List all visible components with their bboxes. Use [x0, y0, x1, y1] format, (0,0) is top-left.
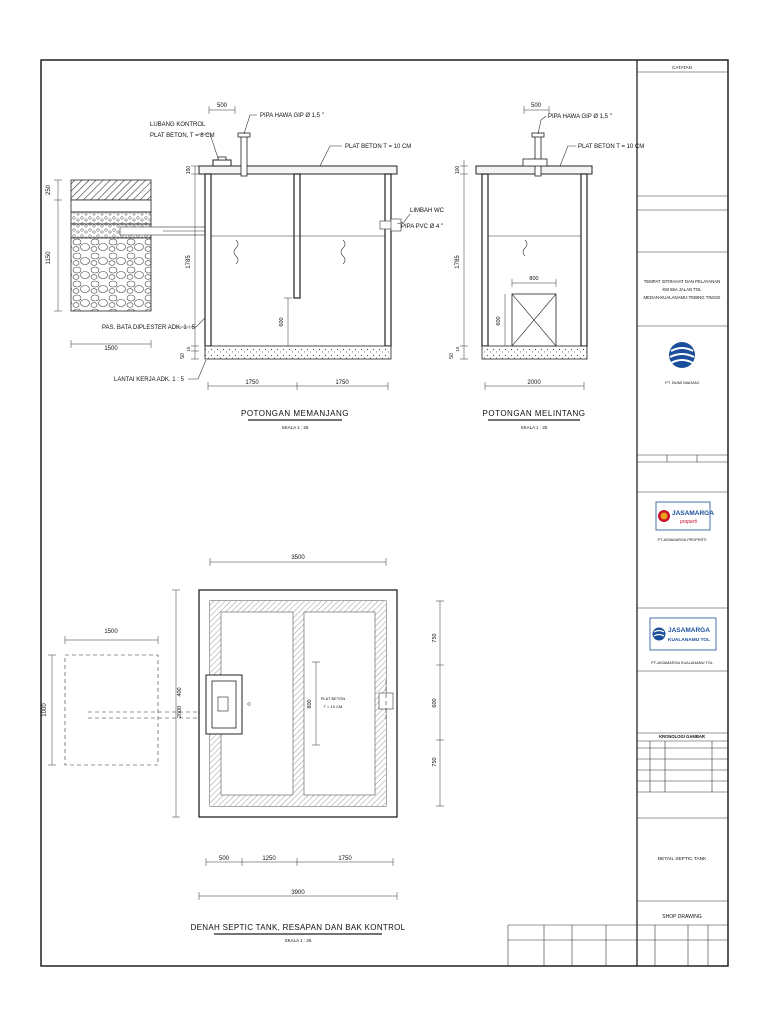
plan-dim-2000: 2000 — [177, 705, 183, 719]
pipa-hawa — [241, 136, 247, 176]
cross-left-wall — [482, 174, 488, 346]
label-plat-beton-kontrol: PLAT BETON, T = 8 CM — [150, 133, 215, 139]
jasamarga-kualanamu-logo — [650, 618, 716, 650]
label-pipa-pvc: PIPA PVC Ø 4 " — [401, 224, 444, 230]
project-line-2: KM 65A JALAN TOL — [662, 287, 702, 292]
label-lubang-kontrol: LUBANG KONTROL — [150, 122, 206, 128]
title-potongan-melintang: POTONGAN MELINTANG — [482, 409, 586, 418]
label-pas-bata: PAS. BATA DIPLESTER ADK. 1 : 5 — [102, 325, 196, 331]
plan-dim-b1250: 1250 — [262, 856, 276, 862]
cross-floor — [482, 346, 587, 359]
title-block — [637, 65, 728, 920]
plan-dim-1000: 1000 — [42, 703, 48, 717]
judul-gambar: DETAIL SEPTIC TANK — [657, 857, 707, 862]
plan-label-t10: T = 10 CM — [323, 704, 343, 709]
scale-potongan-melintang: SKALA 1 : 25 — [520, 425, 548, 430]
plan-dim-600: 600 — [432, 698, 438, 708]
plan-dim-3900: 3900 — [291, 890, 305, 896]
cross-dim-50: 50 — [449, 353, 455, 359]
cross-dim-800: 800 — [529, 276, 539, 282]
plan-dim-3500: 3500 — [291, 555, 305, 561]
plan-dim-400: 400 — [177, 687, 183, 697]
plan-dim-1500: 1500 — [104, 629, 118, 635]
dim-150: 150 — [186, 165, 192, 175]
dim-1150: 1150 — [46, 251, 52, 265]
jasamarga-properti-logo — [656, 502, 714, 530]
bumi-madani-name: PT. BUMI MADANI — [665, 380, 699, 385]
resapan-plan — [65, 655, 158, 765]
floor-slab — [205, 346, 391, 359]
cross-top-slab — [476, 166, 592, 174]
label-limbah-wc: LIMBAH WC — [410, 208, 445, 214]
section-cross — [449, 103, 644, 430]
cross-label-plat-beton: PLAT BETON T = 10 CM — [578, 144, 645, 150]
dim-1785: 1785 — [186, 255, 192, 269]
label-lantai-kerja: LANTAI KERJA ADK. 1 : 5 — [114, 377, 184, 383]
catatan-title: CATATAN — [672, 65, 692, 70]
label-pipa-hawa: PIPA HAWA GIP Ø 1,5 " — [260, 113, 324, 119]
cross-dim-bottom: 2000 — [527, 380, 541, 386]
svg-text:properti: properti — [680, 519, 697, 525]
cross-pipa-hawa — [535, 136, 541, 176]
plan-view — [42, 555, 444, 943]
plan-dim-b1750: 1750 — [338, 856, 352, 862]
bottom-table — [508, 925, 728, 966]
dim-bottom-left: 1750 — [245, 380, 259, 386]
bumi-madani-logo — [669, 342, 695, 368]
dim-bottom-right: 1750 — [335, 380, 349, 386]
cross-dim-15: 15 — [455, 346, 460, 352]
cross-dim-top-500: 500 — [530, 103, 542, 109]
title-potongan-memanjang: POTONGAN MEMANJANG — [241, 409, 349, 418]
kronologi-title: KRONOLOGI GAMBAR — [659, 734, 705, 739]
project-line-3: MEDAN-KUALANAMU-TEBING TINGGI — [643, 295, 721, 300]
svg-text:KUALANAMU TOL: KUALANAMU TOL — [668, 638, 711, 643]
cross-dim-1785: 1785 — [455, 255, 461, 269]
jasamarga-kualanamu-name: PT.JASAMARGA KUALANAMU TOL — [651, 661, 713, 665]
left-wall — [205, 174, 211, 346]
cross-dim-600: 600 — [496, 316, 502, 326]
svg-text:JASAMARGA: JASAMARGA — [672, 510, 714, 517]
dim-600: 600 — [279, 317, 285, 327]
plan-dim-b500: 500 — [218, 856, 230, 862]
section-longitudinal — [46, 103, 445, 430]
status-value: SHOP DRAWING — [662, 914, 702, 920]
title-denah: DENAH SEPTIC TANK, RESAPAN DAN BAK KONTROL — [190, 923, 406, 932]
plan-dim-750-top: 750 — [432, 633, 438, 643]
scale-potongan-memanjang: SKALA 1 : 25 — [281, 425, 309, 430]
dim-15: 15 — [186, 346, 191, 352]
dim-50: 50 — [180, 353, 186, 359]
cross-dim-100: 100 — [455, 165, 461, 175]
cross-label-pipa-hawa: PIPA HAWA GIP Ø 1,5 " — [548, 114, 612, 120]
project-line-1: TEMPAT ISTIRAHAT DAN PELAYANAN — [643, 279, 721, 284]
plan-dim-750-bot: 750 — [432, 757, 438, 767]
label-plat-beton: PLAT BETON T = 10 CM — [345, 144, 412, 150]
plan-dim-800: 800 — [307, 699, 313, 709]
dim-top-500: 500 — [216, 103, 228, 109]
dim-1500: 1500 — [104, 346, 118, 352]
cross-right-wall — [581, 174, 587, 346]
dim-250: 250 — [46, 184, 52, 196]
scale-denah: SKALA 1 : 25 — [284, 938, 312, 943]
plan-label-plat-beton: PLAT BETON — [320, 696, 346, 701]
right-wall — [385, 174, 391, 346]
bak-kontrol-cover — [213, 160, 231, 166]
top-slab — [199, 166, 397, 174]
svg-text:JASAMARGA: JASAMARGA — [668, 627, 710, 634]
jasamarga-properti-name: PT.JASAMARGA PROPERTI — [657, 538, 707, 542]
